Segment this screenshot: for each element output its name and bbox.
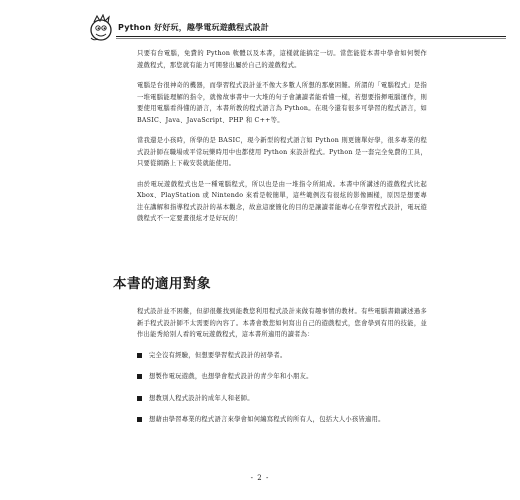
list-item [137,393,427,405]
section-heading: 本書的適用對象 [113,276,211,292]
section-intro: 程式設計並不困難，但卻很難找到能教您利用程式設計來做有趣事情的教材。有些電腦書籍講述過多新手程式設計師不太需要的內容了。本書會教您如何寫出自己的遊戲程式，您會學到有用的技能，並作出能秀給別人看的電玩遊戲程式，這本書所適用的讀者為： [137,308,427,338]
list-item-text: 想教別人程式設計的成年人和老師。 [149,394,254,402]
bullet-square-icon [137,353,142,358]
header-rule [116,36,506,37]
header-rule-thin [116,38,506,39]
body-text [137,48,427,234]
list-item [137,414,427,426]
running-head: Python 好好玩，趣學電玩遊戲程式設計 [118,23,269,32]
paragraph-3: 當我還是小孩時，所學的是 BASIC，現今新型的程式語言如 Python 則更簡單好學，很多專業的程式設計師在職場或平常玩樂時用中也都使用 Python 來設計程式。Python 是一套完全免費的工具，只要從網路上下載安裝就能使用。 [137,137,427,167]
snake-mascot-icon [88,14,114,42]
section-body [137,306,427,436]
paragraph-2: 電腦是台很神奇的機器，而學習程式設計並不像大多數人所想的那麼困難。所謂的「電腦程式」是指一堆電腦能理解的指令，就像故事書中一大堆的句子會讓讀者能看懂一樣，若想要指揮電腦運作，則要使用電腦看得懂的語言，本書所教的程式語言為 Python。在現今還有很多可學習的程式語言，如 BASIC、Java、JavaScript、PHP 和 C++等。 [137,82,427,124]
list-item [137,350,427,362]
paragraph-4: 由於電玩遊戲程式也是一種電腦程式，所以也是由一堆指令所組成。本書中所講述的遊戲程式比起 Xbox、PlayStation 或 Nintendo 來看是較簡單，這些範例沒有很炫的影像圖樣，原因是想要專注在講解和指導程式設計的基本觀念，故意這麼簡化的目的是讓讀者能專心在學習程式設計，電玩遊戲程式不一定要畫很炫才是好玩的！ [137,180,427,222]
bullet-square-icon [137,374,142,379]
list-item-text: 完全沒有經驗，但想要學習程式設計的初學者。 [149,351,287,359]
bullet-square-icon [137,396,142,401]
list-item [137,371,427,383]
page-header [88,14,508,44]
paragraph-1: 只要有台電腦，免費的 Python 軟體以及本書，這樣就能搞定一切。當您能從本書中學會如何製作遊戲程式，那您就有能力可開發出屬於自己的遊戲程式。 [137,50,427,69]
audience-list [137,350,427,426]
list-item-text: 想製作電玩遊戲，也想學會程式設計的青少年和小朋友。 [149,373,313,380]
bullet-square-icon [137,417,142,422]
list-item-text: 想藉由學習專業的程式語言來學會如何編寫程式的所有人，包括大人小孩皆適用。 [149,416,385,423]
page-number: - 2 - [250,474,270,482]
